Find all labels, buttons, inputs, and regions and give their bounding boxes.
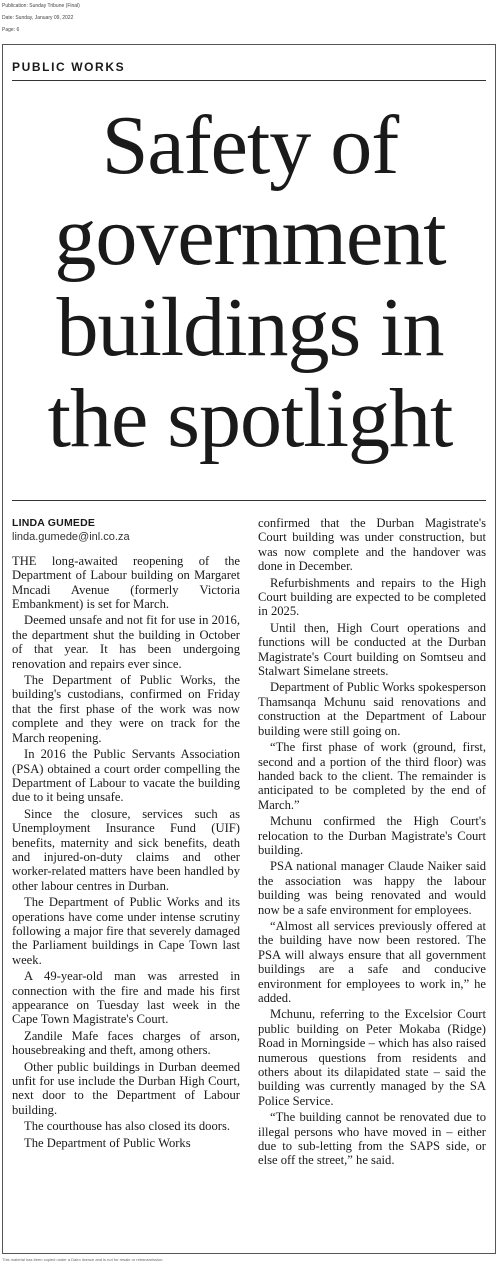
paragraph: confirmed that the Durban Magistrate's Court building was under construction, but was now complete and the handover was done in December.: [258, 516, 486, 574]
paragraph: “Almost all services previously offered at the building have now been restored. The PSA will always ensure that all government buildings are a safe and conducive environment for employees to work in,” he added.: [258, 918, 486, 1005]
headline-line: government: [54, 190, 446, 283]
paragraph: Mchunu, referring to the Excelsior Court public building on Peter Mokaba (Ridge) Road in Morningside – which has also raised numerous questions from residents and others about its dilapidated state – said the building was currently managed by the SA Police Service.: [258, 1007, 486, 1108]
paragraph: The courthouse has also closed its doors.: [24, 1119, 231, 1134]
footer-notice: This material has been copied under a Dalro licence and is not for resale or retransmission.: [2, 1257, 164, 1262]
publication-meta: Publication: Sunday Tribune (Final): [2, 3, 80, 9]
section-label: PUBLIC WORKS: [12, 60, 126, 74]
headline-line: Safety of: [101, 99, 399, 192]
paragraph: Zandile Mafe faces charges of arson, housebreaking and theft, among others.: [12, 1028, 240, 1058]
paragraph: The Department of Public Works and its operations have come under intense scrutiny following a major fire that severely damaged the Parliament buildings in Cape Town last week.: [12, 895, 240, 967]
paragraph: “The first phase of work (ground, first, second and a portion of the third floor) was handed back to the client. The remainder is anticipated to be completed by the end of March.”: [258, 740, 486, 812]
paragraph: Deemed unsafe and not fit for use in 2016, the department shut the building in October of that year. It has been undergoing renovation and repairs ever since.: [12, 613, 240, 671]
article-column-right: [258, 516, 486, 1170]
author-email: linda.gumede@inl.co.za: [12, 531, 130, 544]
headline-line: buildings in: [56, 281, 444, 374]
paragraph: Refurbishments and repairs to the High Court building are expected to be completed in 2025.: [258, 575, 486, 619]
paragraph: “The building cannot be renovated due to illegal persons who have moved in – either due to sub-letting from the SAPS side, or else off the street,” he said.: [258, 1110, 486, 1168]
headline-rule: [12, 500, 486, 501]
headline-line: the spotlight: [47, 372, 453, 465]
section-rule: [12, 80, 486, 81]
page-meta: Page: 6: [2, 27, 20, 33]
article-column-left: [12, 516, 240, 1152]
author-byline: LINDA GUMEDE: [12, 517, 96, 529]
paragraph: Mchunu confirmed the High Court's relocation to the Durban Magistrate's Court building.: [258, 814, 486, 857]
paragraph: Department of Public Works spokesperson Thamsanqa Mchunu said renovations and construction at the Department of Labour building were still going on.: [258, 680, 486, 738]
paragraph: THE long-awaited reopening of the Department of Labour building on Margaret Mncadi Avenue (formerly Victoria Embankment) is set for March.: [12, 553, 240, 612]
paragraph: PSA national manager Claude Naiker said the association was happy the labour building was being renovated and would now be a safe environment for employees.: [258, 859, 486, 917]
paragraph: Until then, High Court operations and functions will be conducted at the Durban Magistrate's Court building on Somtseu and Stalwart Simelane streets.: [258, 620, 486, 679]
paragraph: In 2016 the Public Servants Association (PSA) obtained a court order compelling the Department of Labour to vacate the building due to it being unsafe.: [12, 747, 240, 805]
paragraph: The Department of Public Works, the building's custodians, confirmed on Friday that the first phase of the work was now complete and they were on track for the March reopening.: [12, 673, 240, 745]
paragraph: The Department of Public Works: [24, 1135, 191, 1150]
paragraph: Since the closure, services such as Unemployment Insurance Fund (UIF) benefits, maternity and sick benefits, death and injured-on-duty claims and other worker-related matters have been handled by other labour centres in Durban.: [12, 806, 240, 893]
date-meta: Date: Sunday, January 09, 2022: [2, 15, 74, 21]
paragraph: A 49-year-old man was arrested in connection with the fire and made his first appearance on Tuesday last week in the Cape Town Magistrate's Court.: [12, 969, 240, 1027]
paragraph: Other public buildings in Durban deemed unfit for use include the Durban High Court, next door to the Department of Labour building.: [12, 1059, 240, 1117]
headline: [0, 100, 500, 464]
